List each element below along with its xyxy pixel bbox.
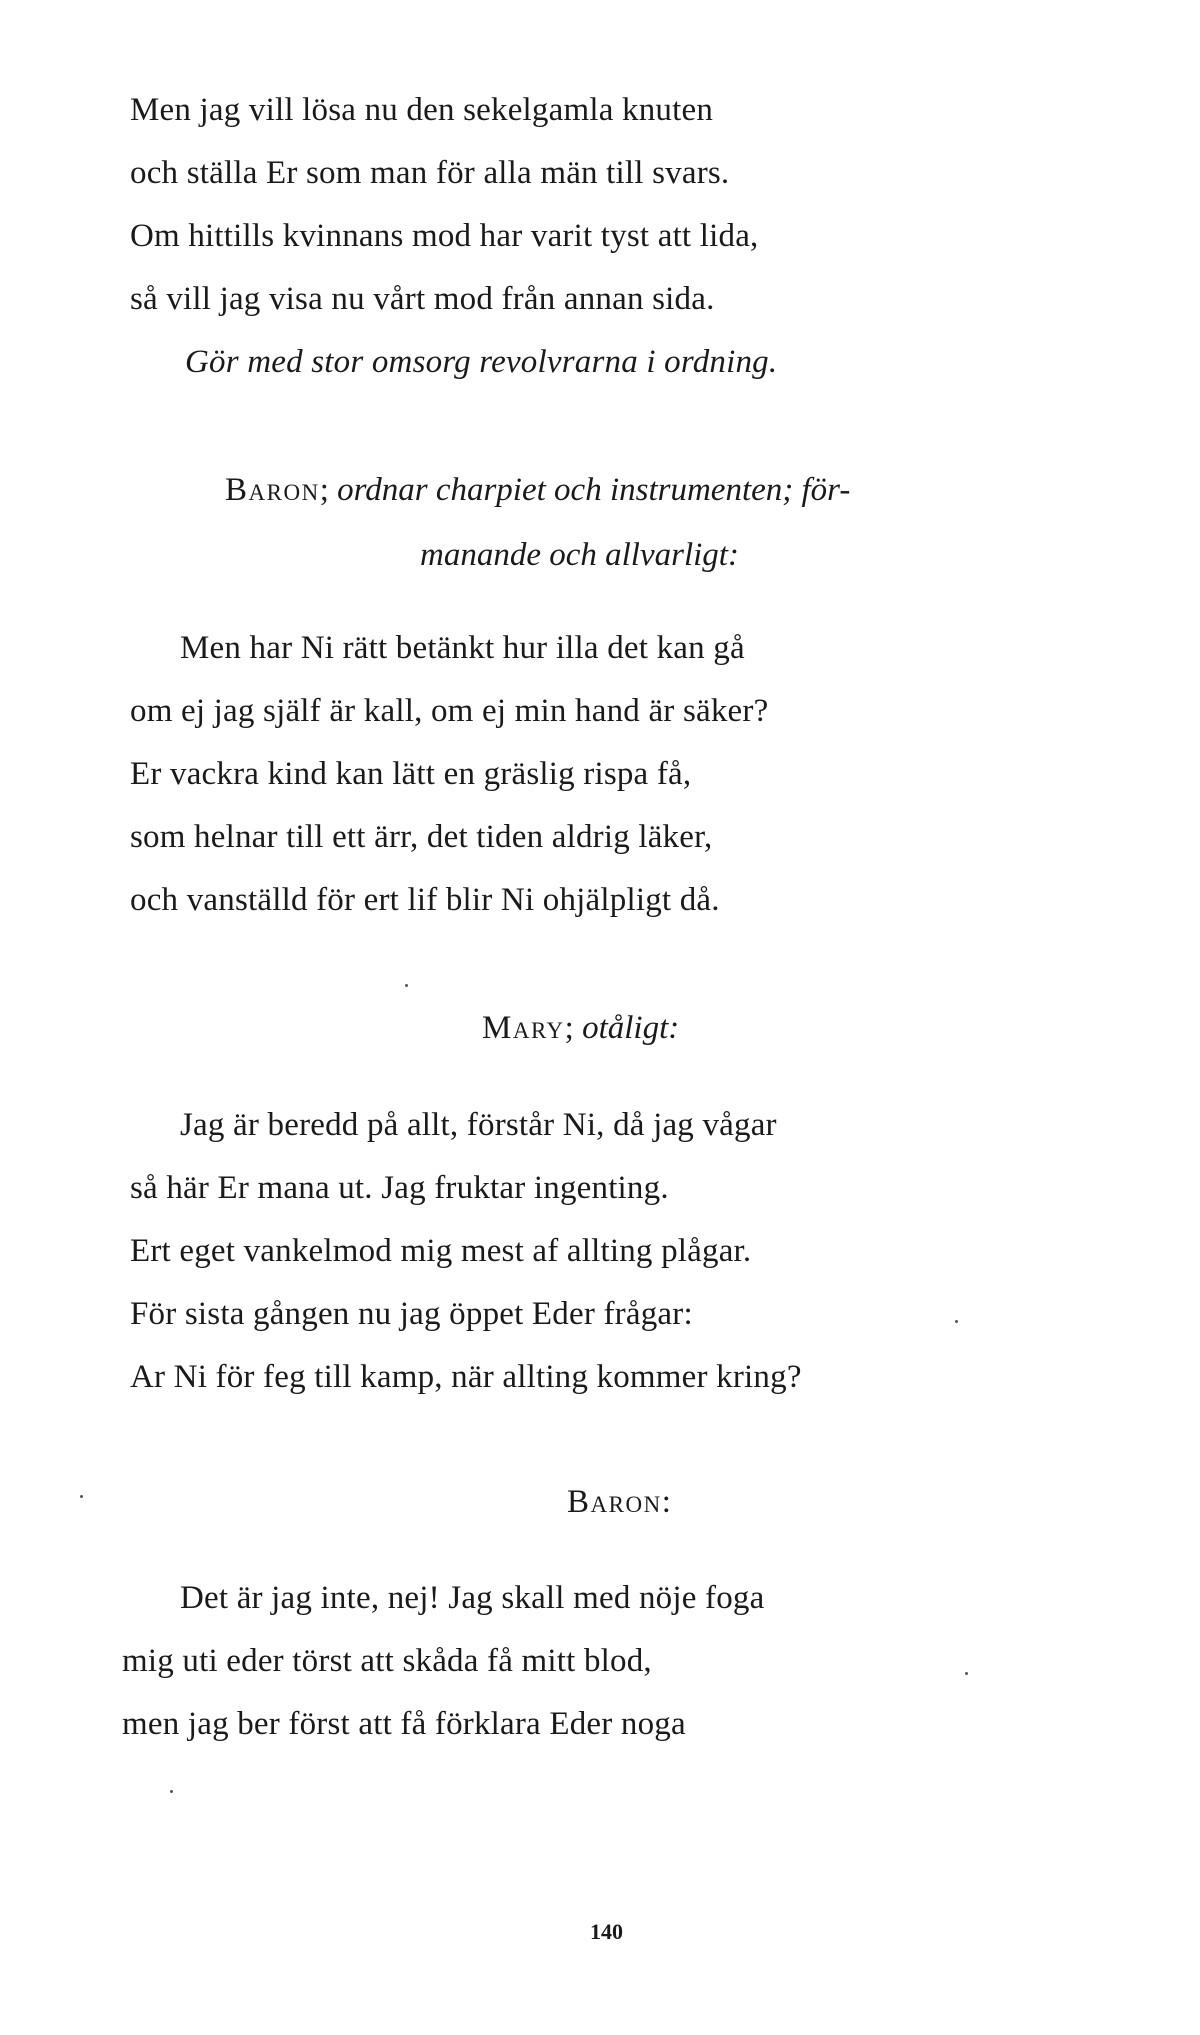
speaker-name: Baron bbox=[225, 472, 320, 508]
speaker-separator: ; bbox=[319, 472, 329, 508]
verse-line: Ert eget vankelmod mig mest af allting plågar. bbox=[130, 1233, 752, 1269]
page-number: 140 bbox=[590, 1919, 623, 1944]
speaker-heading bbox=[225, 470, 850, 510]
speaker-heading bbox=[482, 1008, 679, 1048]
scan-speck bbox=[955, 1320, 958, 1323]
scan-speck bbox=[80, 1495, 83, 1498]
verse-line: så vill jag visa nu vårt mod från annan sida. bbox=[130, 281, 715, 317]
verse-line: om ej jag själf är kall, om ej min hand är säker? bbox=[130, 693, 769, 729]
verse-line: Er vackra kind kan lätt en gräslig rispa få, bbox=[130, 756, 692, 792]
stage-direction: ordnar charpiet och instrumenten; för- bbox=[337, 472, 851, 508]
stage-direction: Gör med stor omsorg revolvrarna i ordning. bbox=[185, 344, 778, 380]
verse-line: och ställa Er som man för alla män till svars. bbox=[130, 155, 730, 191]
speaker-name: Baron bbox=[567, 1484, 662, 1520]
verse-line: så här Er mana ut. Jag fruktar ingenting. bbox=[130, 1170, 669, 1206]
verse-line: Men har Ni rätt betänkt hur illa det kan gå bbox=[180, 630, 745, 666]
verse-line: Ar Ni för feg till kamp, när allting kommer kring? bbox=[130, 1359, 802, 1395]
verse-line: och vanställd för ert lif blir Ni ohjälpligt då. bbox=[130, 882, 720, 918]
scan-speck bbox=[405, 984, 408, 987]
verse-line: men jag ber först att få förklara Eder noga bbox=[122, 1706, 686, 1742]
verse-line: som helnar till ett ärr, det tiden aldrig läker, bbox=[130, 819, 713, 855]
verse-line: Men jag vill lösa nu den sekelgamla knuten bbox=[130, 92, 714, 128]
speaker-separator: : bbox=[661, 1484, 671, 1520]
stage-direction-continued: manande och allvarligt: bbox=[420, 537, 739, 573]
verse-line: Jag är beredd på allt, förstår Ni, då jag vågar bbox=[180, 1107, 777, 1143]
verse-line: mig uti eder törst att skåda få mitt blod, bbox=[122, 1643, 652, 1679]
speaker-separator: ; bbox=[564, 1010, 574, 1046]
speaker-heading bbox=[567, 1482, 671, 1522]
scan-speck bbox=[965, 1672, 968, 1675]
verse-line: För sista gången nu jag öppet Eder frågar: bbox=[130, 1296, 693, 1332]
scan-speck bbox=[170, 1790, 173, 1793]
verse-line: Det är jag inte, nej! Jag skall med nöje foga bbox=[180, 1580, 765, 1616]
stage-direction: otåligt: bbox=[582, 1010, 680, 1046]
verse-line: Om hittills kvinnans mod har varit tyst att lida, bbox=[130, 218, 759, 254]
speaker-name: Mary bbox=[482, 1010, 565, 1046]
